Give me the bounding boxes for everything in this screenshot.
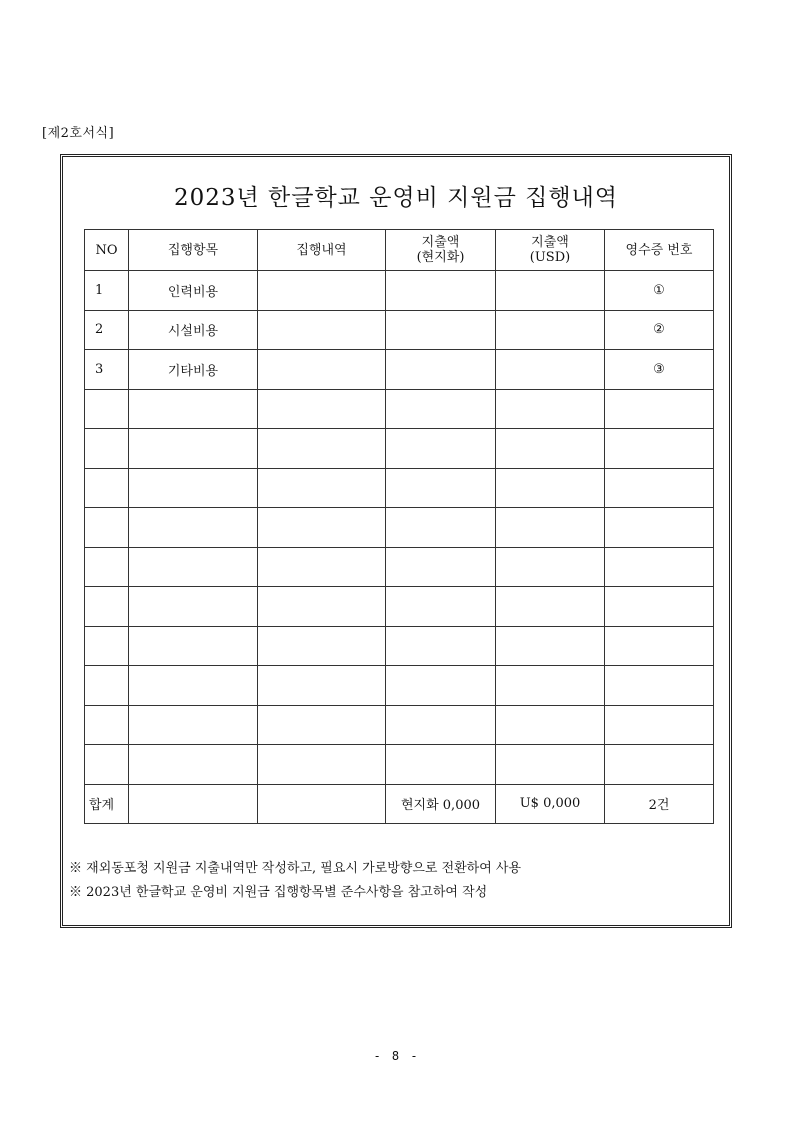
row-item-cell[interactable] bbox=[129, 745, 258, 785]
table-row bbox=[85, 508, 714, 548]
table-row bbox=[85, 547, 714, 587]
row-local-amount-cell[interactable] bbox=[386, 745, 496, 785]
row-no-cell[interactable] bbox=[85, 468, 129, 508]
table-row bbox=[85, 705, 714, 745]
row-no-cell[interactable] bbox=[85, 429, 129, 469]
form-label: [제2호서식] bbox=[42, 126, 115, 141]
header-receipt: 영수증 번호 bbox=[605, 230, 714, 271]
row-receipt-cell[interactable] bbox=[605, 705, 714, 745]
header-local-line1: 지출액 bbox=[421, 235, 460, 250]
row-item-cell[interactable] bbox=[129, 429, 258, 469]
row-usd-amount-cell[interactable] bbox=[496, 468, 605, 508]
row-usd-amount-cell[interactable] bbox=[496, 508, 605, 548]
total-receipt-count[interactable]: 2건 bbox=[605, 784, 714, 824]
row-local-amount-cell[interactable] bbox=[386, 547, 496, 587]
header-no: NO bbox=[85, 230, 129, 271]
row-receipt-cell[interactable] bbox=[605, 389, 714, 429]
table-row bbox=[85, 626, 714, 666]
row-local-amount-cell[interactable] bbox=[386, 626, 496, 666]
header-usd-amount bbox=[496, 230, 605, 271]
row-no-cell[interactable]: 2 bbox=[85, 310, 129, 350]
row-no-cell[interactable] bbox=[85, 705, 129, 745]
row-local-amount-cell[interactable] bbox=[386, 508, 496, 548]
row-receipt-cell[interactable] bbox=[605, 626, 714, 666]
row-usd-amount-cell[interactable] bbox=[496, 429, 605, 469]
row-local-amount-cell[interactable] bbox=[386, 350, 496, 390]
row-detail-cell[interactable] bbox=[258, 508, 386, 548]
row-receipt-cell[interactable] bbox=[605, 547, 714, 587]
row-no-cell[interactable] bbox=[85, 508, 129, 548]
row-no-cell[interactable] bbox=[85, 666, 129, 706]
row-item-cell[interactable] bbox=[129, 389, 258, 429]
row-usd-amount-cell[interactable] bbox=[496, 547, 605, 587]
row-usd-amount-cell[interactable] bbox=[496, 745, 605, 785]
header-row bbox=[85, 230, 714, 271]
header-local-line2: (현지화) bbox=[416, 250, 465, 265]
table-row bbox=[85, 745, 714, 785]
row-usd-amount-cell[interactable] bbox=[496, 310, 605, 350]
row-usd-amount-cell[interactable] bbox=[496, 587, 605, 627]
row-receipt-cell[interactable]: ③ bbox=[605, 350, 714, 390]
row-no-cell[interactable]: 3 bbox=[85, 350, 129, 390]
row-item-cell[interactable]: 시설비용 bbox=[129, 310, 258, 350]
row-detail-cell[interactable] bbox=[258, 626, 386, 666]
table-row bbox=[85, 310, 714, 350]
note-2: ※ 2023년 한글학교 운영비 지원금 집행항목별 준수사항을 참고하여 작성 bbox=[69, 885, 488, 900]
row-detail-cell[interactable] bbox=[258, 745, 386, 785]
row-detail-cell[interactable] bbox=[258, 666, 386, 706]
header-usd-line2: (USD) bbox=[529, 250, 571, 265]
row-item-cell[interactable] bbox=[129, 666, 258, 706]
row-receipt-cell[interactable]: ② bbox=[605, 310, 714, 350]
row-detail-cell[interactable] bbox=[258, 350, 386, 390]
row-item-cell[interactable] bbox=[129, 626, 258, 666]
table-row bbox=[85, 587, 714, 627]
row-detail-cell[interactable] bbox=[258, 468, 386, 508]
notes bbox=[69, 857, 521, 905]
row-local-amount-cell[interactable] bbox=[386, 705, 496, 745]
row-local-amount-cell[interactable] bbox=[386, 271, 496, 311]
header-detail: 집행내역 bbox=[258, 230, 386, 271]
row-usd-amount-cell[interactable] bbox=[496, 666, 605, 706]
row-item-cell[interactable] bbox=[129, 468, 258, 508]
row-receipt-cell[interactable]: ① bbox=[605, 271, 714, 311]
page-number: - 8 - bbox=[373, 1049, 420, 1063]
row-local-amount-cell[interactable] bbox=[386, 429, 496, 469]
row-item-cell[interactable] bbox=[129, 508, 258, 548]
row-no-cell[interactable] bbox=[85, 587, 129, 627]
note-1: ※ 재외동포청 지원금 지출내역만 작성하고, 필요시 가로방향으로 전환하여 사용 bbox=[69, 861, 522, 876]
row-usd-amount-cell[interactable] bbox=[496, 350, 605, 390]
row-no-cell[interactable] bbox=[85, 626, 129, 666]
total-usd-amount[interactable]: U$ 0,000 bbox=[496, 784, 605, 824]
total-row bbox=[85, 784, 714, 824]
row-receipt-cell[interactable] bbox=[605, 587, 714, 627]
row-item-cell[interactable]: 기타비용 bbox=[129, 350, 258, 390]
table-row bbox=[85, 271, 714, 311]
row-local-amount-cell[interactable] bbox=[386, 666, 496, 706]
row-receipt-cell[interactable] bbox=[605, 429, 714, 469]
header-item: 집행항목 bbox=[129, 230, 258, 271]
row-item-cell[interactable] bbox=[129, 547, 258, 587]
row-detail-cell[interactable] bbox=[258, 705, 386, 745]
total-local-amount[interactable]: 현지화 0,000 bbox=[386, 784, 496, 824]
row-detail-cell[interactable] bbox=[258, 389, 386, 429]
row-item-cell[interactable] bbox=[129, 587, 258, 627]
row-local-amount-cell[interactable] bbox=[386, 587, 496, 627]
row-detail-cell[interactable] bbox=[258, 587, 386, 627]
header-local-amount bbox=[386, 230, 496, 271]
row-usd-amount-cell[interactable] bbox=[496, 626, 605, 666]
document-title: 2023년 한글학교 운영비 지원금 집행내역 bbox=[173, 185, 619, 211]
row-detail-cell[interactable] bbox=[258, 547, 386, 587]
row-detail-cell[interactable] bbox=[258, 310, 386, 350]
row-usd-amount-cell[interactable] bbox=[496, 389, 605, 429]
row-receipt-cell[interactable] bbox=[605, 508, 714, 548]
row-item-cell[interactable] bbox=[129, 705, 258, 745]
row-no-cell[interactable] bbox=[85, 745, 129, 785]
table-row bbox=[85, 389, 714, 429]
row-detail-cell[interactable] bbox=[258, 271, 386, 311]
table-row bbox=[85, 429, 714, 469]
row-detail-cell[interactable] bbox=[258, 429, 386, 469]
row-receipt-cell[interactable] bbox=[605, 666, 714, 706]
table-row bbox=[85, 350, 714, 390]
row-no-cell[interactable] bbox=[85, 547, 129, 587]
row-usd-amount-cell[interactable] bbox=[496, 271, 605, 311]
total-item-cell[interactable] bbox=[129, 784, 258, 824]
row-no-cell[interactable]: 1 bbox=[85, 271, 129, 311]
row-receipt-cell[interactable] bbox=[605, 745, 714, 785]
header-usd-line1: 지출액 bbox=[531, 235, 569, 250]
row-local-amount-cell[interactable] bbox=[386, 468, 496, 508]
row-usd-amount-cell[interactable] bbox=[496, 705, 605, 745]
row-local-amount-cell[interactable] bbox=[386, 310, 496, 350]
table-row bbox=[85, 666, 714, 706]
form-frame bbox=[60, 154, 732, 928]
row-item-cell[interactable]: 인력비용 bbox=[129, 271, 258, 311]
row-local-amount-cell[interactable] bbox=[386, 389, 496, 429]
row-receipt-cell[interactable] bbox=[605, 468, 714, 508]
expense-table bbox=[84, 229, 714, 824]
total-label: 합계 bbox=[85, 784, 129, 824]
row-no-cell[interactable] bbox=[85, 389, 129, 429]
total-detail-cell[interactable] bbox=[258, 784, 386, 824]
table-row bbox=[85, 468, 714, 508]
